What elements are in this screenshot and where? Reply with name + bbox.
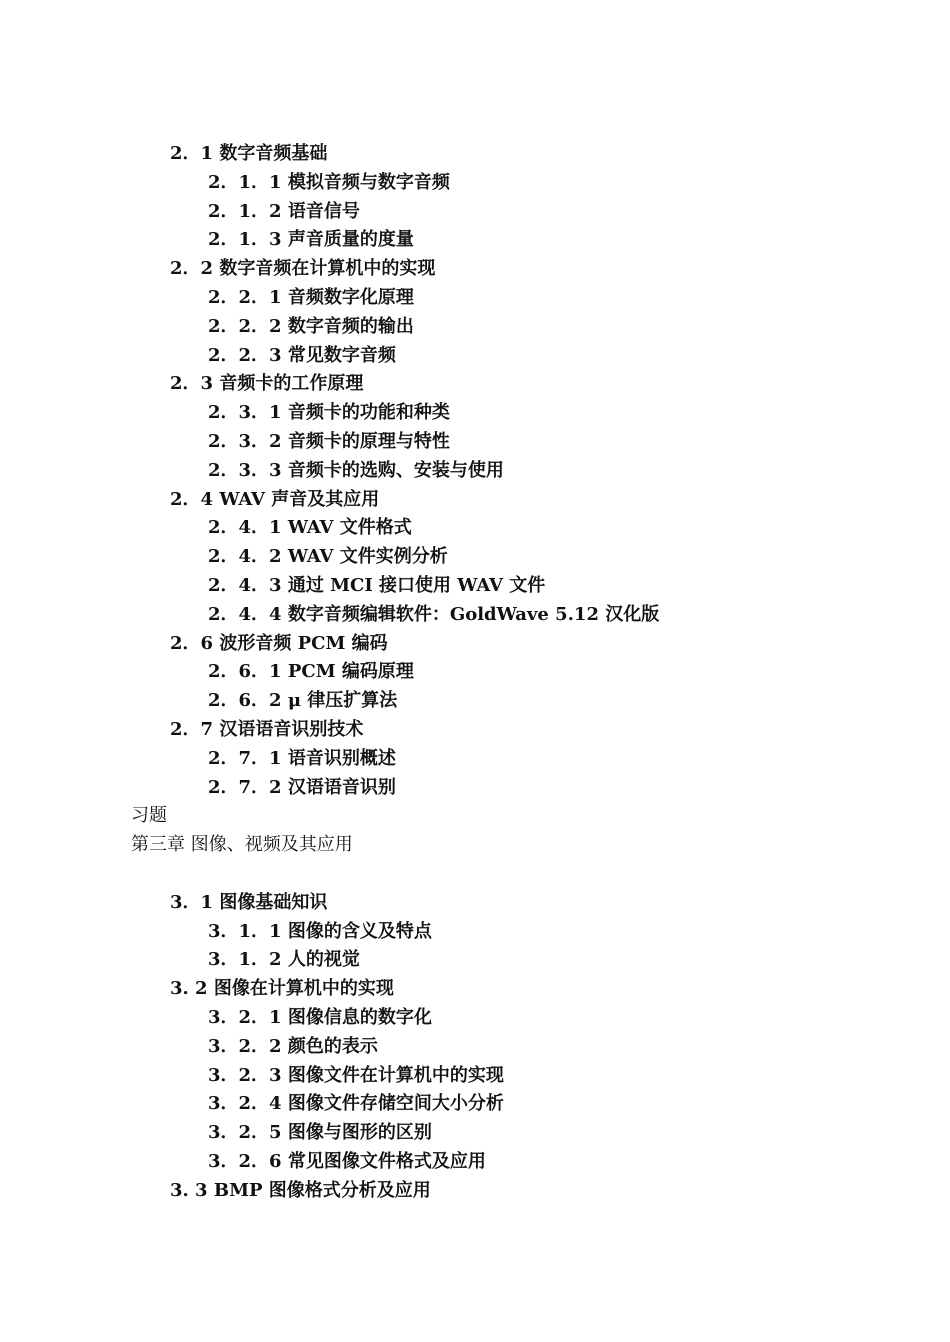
toc-chapter-heading: 第三章 图像、视频及其应用: [131, 834, 353, 856]
table-of-contents: [0, 140, 950, 1205]
toc-exercises: 习题: [131, 805, 167, 827]
toc-section: 2．3 音频卡的工作原理: [170, 373, 364, 395]
toc-subsection: 2．1．3 声音质量的度量: [208, 229, 414, 251]
toc-subsection: 2．3．2 音频卡的原理与特性: [208, 430, 450, 452]
blank-line: [0, 860, 950, 889]
toc-subsection: 2．7．1 语音识别概述: [208, 747, 396, 769]
toc-subsection: 3．2．4 图像文件存储空间大小分析: [208, 1093, 504, 1115]
toc-section: 2．7 汉语语音识别技术: [170, 718, 364, 740]
toc-subsection: 2．4．3 通过 MCI 接口使用 WAV 文件: [208, 574, 546, 596]
toc-section: 3. 2 图像在计算机中的实现: [170, 978, 394, 1000]
toc-subsection: 3．2．6 常见图像文件格式及应用: [208, 1150, 486, 1172]
toc-subsection: 2．1．2 语音信号: [208, 200, 360, 222]
toc-section: 2．6 波形音频 PCM 编码: [170, 632, 388, 654]
toc-subsection: 3．1．1 图像的含义及特点: [208, 920, 432, 942]
toc-section: 2．2 数字音频在计算机中的实现: [170, 258, 436, 280]
toc-subsection: 2．1．1 模拟音频与数字音频: [208, 171, 450, 193]
toc-subsection: 3．1．2 人的视觉: [208, 949, 360, 971]
toc-section: 3. 3 BMP 图像格式分析及应用: [170, 1179, 431, 1201]
toc-subsection: 2．4．2 WAV 文件实例分析: [208, 546, 448, 568]
toc-subsection: 2．2．1 音频数字化原理: [208, 286, 414, 308]
toc-subsection: 2．3．1 音频卡的功能和种类: [208, 402, 450, 424]
toc-subsection: 2．2．2 数字音频的输出: [208, 315, 414, 337]
toc-subsection: 3．2．1 图像信息的数字化: [208, 1006, 432, 1028]
toc-subsection: 2．4．1 WAV 文件格式: [208, 517, 412, 539]
toc-subsection: 3．2．2 颜色的表示: [208, 1035, 378, 1057]
toc-section: 3．1 图像基础知识: [170, 891, 328, 913]
toc-subsection: 2．7．2 汉语语音识别: [208, 776, 396, 798]
toc-subsection: 2．2．3 常见数字音频: [208, 344, 396, 366]
toc-subsection: 2．6．1 PCM 编码原理: [208, 661, 414, 683]
toc-subsection: 2．3．3 音频卡的选购、安装与使用: [208, 459, 504, 481]
toc-subsection: 3．2．5 图像与图形的区别: [208, 1122, 432, 1144]
toc-section: 2．1 数字音频基础: [170, 143, 328, 164]
toc-subsection: 2．6．2 μ 律压扩算法: [208, 690, 398, 712]
toc-section: 2．4 WAV 声音及其应用: [170, 488, 380, 510]
toc-subsection: 2．4．4 数字音频编辑软件：GoldWave 5.12 汉化版: [208, 603, 660, 625]
toc-subsection: 3．2．3 图像文件在计算机中的实现: [208, 1064, 504, 1086]
